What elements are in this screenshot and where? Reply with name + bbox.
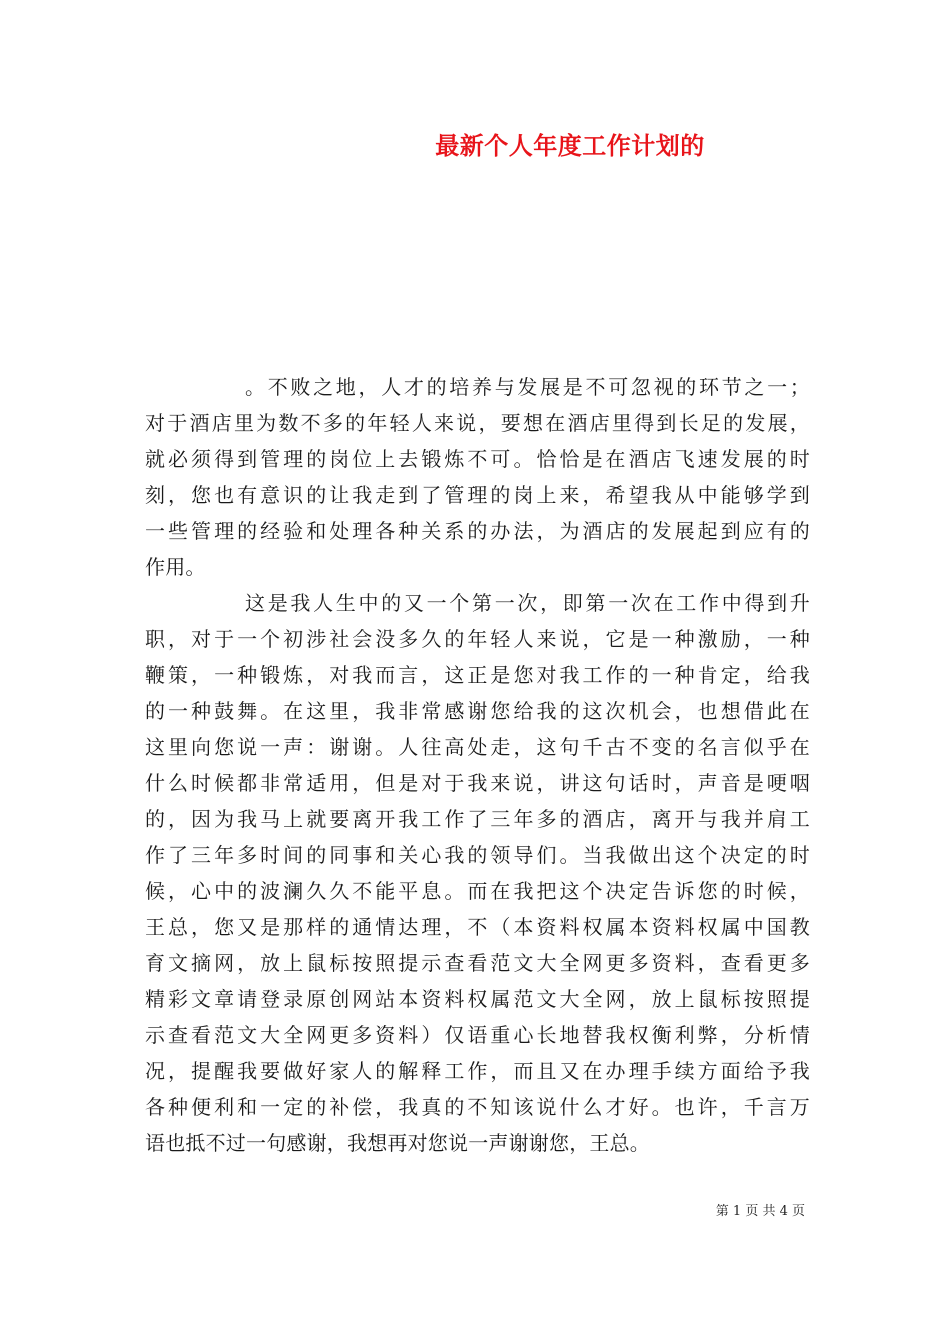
text-line: 的，因为我马上就要离开我工作了三年多的酒店，离开与我并肩工 xyxy=(145,807,810,831)
text-line: 鞭策，一种锻炼，对我而言，这正是您对我工作的一种肯定，给我 xyxy=(145,663,810,687)
document-title: 最新个人年度工作计划的 xyxy=(435,131,705,160)
text-line: 这是我人生中的又一个第一次，即第一次在工作中得到升 xyxy=(245,591,810,615)
text-line: 职，对于一个初涉社会没多久的年轻人来说，它是一种激励，一种 xyxy=(145,627,810,651)
text-line: 一些管理的经验和处理各种关系的办法，为酒店的发展起到应有的 xyxy=(145,519,810,543)
text-line: 作了三年多时间的同事和关心我的领导们。当我做出这个决定的时 xyxy=(145,843,810,867)
text-line: 育文摘网，放上鼠标按照提示查看范文大全网更多资料，查看更多 xyxy=(145,951,810,975)
text-line: 示查看范文大全网更多资料）仅语重心长地替我权衡利弊，分析情 xyxy=(145,1023,810,1047)
page-number: 第 1 页 共 4 页 xyxy=(715,1204,805,1219)
text-line: 作用。 xyxy=(145,555,206,579)
text-line: 况，提醒我要做好家人的解释工作，而且又在办理手续方面给予我 xyxy=(145,1059,810,1083)
text-line: 精彩文章请登录原创网站本资料权属范文大全网，放上鼠标按照提 xyxy=(145,987,810,1011)
text-line: 各种便利和一定的补偿，我真的不知该说什么才好。也许，千言万 xyxy=(145,1095,810,1119)
text-line: 这里向您说一声：谢谢。人往高处走，这句千古不变的名言似乎在 xyxy=(145,735,810,759)
text-line: 语也抵不过一句感谢，我想再对您说一声谢谢您，王总。 xyxy=(145,1131,650,1155)
text-line: 候，心中的波澜久久不能平息。而在我把这个决定告诉您的时候， xyxy=(145,879,810,903)
text-line: 什么时候都非常适用，但是对于我来说，讲这句话时，声音是哽咽 xyxy=(145,771,810,795)
text-line: 就必须得到管理的岗位上去锻炼不可。恰恰是在酒店飞速发展的时 xyxy=(145,447,810,471)
text-line: 的一种鼓舞。在这里，我非常感谢您给我的这次机会，也想借此在 xyxy=(145,699,810,723)
text-line: 。不败之地，人才的培养与发展是不可忽视的环节之一； xyxy=(245,375,810,399)
text-line: 对于酒店里为数不多的年轻人来说，要想在酒店里得到长足的发展， xyxy=(145,411,810,435)
text-line: 王总，您又是那样的通情达理，不（本资料权属本资料权属中国教 xyxy=(145,915,810,939)
text-line: 刻，您也有意识的让我走到了管理的岗上来，希望我从中能够学到 xyxy=(145,483,810,507)
